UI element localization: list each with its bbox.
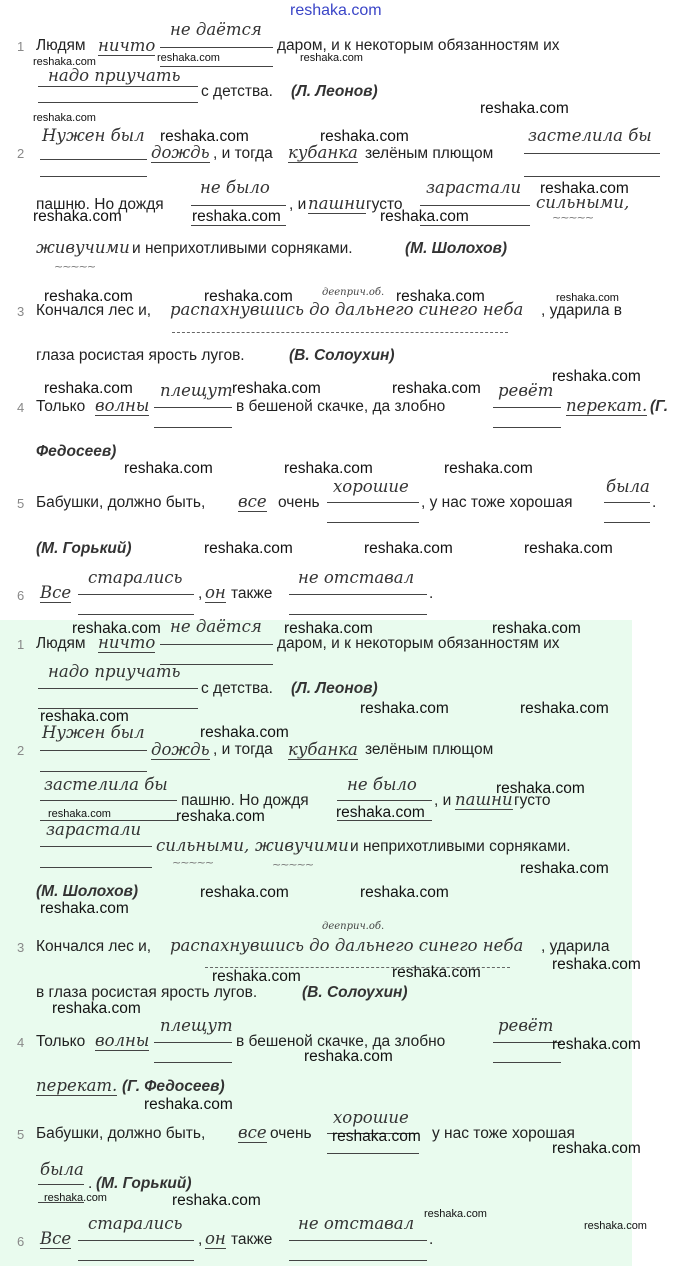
blank-line <box>327 522 419 523</box>
site-watermark: reshaka.com <box>290 2 382 19</box>
text: и неприхотливыми сорняками. <box>132 240 353 257</box>
handwritten-predicate: надо приучать <box>48 662 181 681</box>
handwritten-predicate: зарастали <box>426 178 522 197</box>
watermark: reshaka.com <box>360 700 449 717</box>
subject-word: он <box>205 1229 226 1248</box>
text: также <box>231 1231 273 1248</box>
text: . <box>88 1175 93 1192</box>
blank-line <box>78 594 194 595</box>
author: Федосеев) <box>36 443 117 460</box>
subject-word: кубанка <box>288 143 358 162</box>
handwritten-predicate: Нужен был <box>42 723 145 742</box>
text: , ударила в <box>541 302 622 319</box>
watermark: reshaka.com <box>40 900 129 917</box>
watermark: reshaka.com <box>364 540 453 557</box>
blank-line <box>493 1062 561 1063</box>
text: Кончался лес и, <box>36 938 152 955</box>
author: (М. Шолохов) <box>405 240 508 257</box>
sentence-number: 2 <box>17 146 25 161</box>
watermark: reshaka.com <box>396 288 485 305</box>
blank-line <box>289 594 427 595</box>
modifier-word: сильными, <box>156 836 250 855</box>
handwritten-predicate: плещут <box>160 381 233 400</box>
handwritten-predicate: не было <box>347 775 417 794</box>
watermark: reshaka.com <box>320 128 409 145</box>
grammar-note: дееприч.об. <box>322 287 385 298</box>
grammar-note: дееприч.об. <box>322 921 385 932</box>
sentence-number: 4 <box>17 400 25 415</box>
watermark: reshaka.com <box>556 292 619 304</box>
subject-word: ничто <box>98 36 156 55</box>
text: Только <box>36 398 86 415</box>
sentence-number: 3 <box>17 940 25 955</box>
watermark: reshaka.com <box>144 1096 233 1113</box>
subject-word: пашни <box>455 790 513 809</box>
participle-phrase: распахнувшись до дальнего синего неба <box>170 300 524 319</box>
author: (М. Горький) <box>36 540 132 557</box>
blank-line <box>327 502 419 503</box>
handwritten-predicate: застелила бы <box>528 126 652 145</box>
watermark: reshaka.com <box>304 1048 393 1065</box>
handwritten-predicate: не отставал <box>298 568 415 587</box>
modifier-word: живучими <box>36 238 130 257</box>
text: также <box>231 585 273 602</box>
author: (Г. <box>650 398 669 415</box>
wavy-underline: ~~~~~ <box>552 211 594 224</box>
blank-line <box>40 771 147 772</box>
watermark: reshaka.com <box>232 380 321 397</box>
watermark: reshaka.com <box>200 884 289 901</box>
text: у нас тоже хорошая <box>432 1125 575 1142</box>
participle-phrase: распахнувшись до дальнего синего неба <box>170 936 524 955</box>
watermark: reshaka.com <box>44 288 133 305</box>
watermark: reshaka.com <box>584 1220 647 1232</box>
handwritten-predicate: не даётся <box>170 20 262 39</box>
blank-line <box>524 153 660 154</box>
subject-word: волны <box>95 1031 150 1050</box>
watermark: reshaka.com <box>160 128 249 145</box>
author: (М. Горький) <box>96 1175 192 1192</box>
watermark: reshaka.com <box>520 700 609 717</box>
blank-line <box>40 159 147 160</box>
text: , и тогда <box>213 741 273 758</box>
handwritten-predicate: надо приучать <box>48 66 181 85</box>
handwritten-predicate: Нужен был <box>42 126 145 145</box>
handwritten-predicate: старались <box>88 568 183 587</box>
watermark: reshaka.com <box>392 964 481 981</box>
blank-line <box>289 1260 427 1261</box>
handwritten-predicate: плещут <box>160 1016 233 1035</box>
watermark: reshaka.com <box>33 208 122 225</box>
watermark: reshaka.com <box>52 1000 141 1017</box>
blank-line <box>40 800 177 801</box>
blank-line <box>40 846 152 847</box>
text: зелёным плющом <box>365 145 494 162</box>
blank-line <box>493 1042 561 1043</box>
text: , и <box>434 792 452 809</box>
blank-line <box>154 407 232 408</box>
watermark: reshaka.com <box>204 288 293 305</box>
author: (Л. Леонов) <box>291 83 378 100</box>
watermark: reshaka.com <box>176 808 265 825</box>
modifier-word: сильными, <box>536 193 630 212</box>
text: Людям <box>36 37 86 54</box>
watermark: reshaka.com <box>48 808 111 820</box>
watermark: reshaka.com <box>524 540 613 557</box>
text: , <box>198 1231 203 1248</box>
blank-line <box>78 1260 194 1261</box>
watermark: reshaka.com <box>284 620 373 637</box>
blank-line <box>337 800 432 801</box>
blank-line <box>327 1153 419 1154</box>
watermark: reshaka.com <box>496 780 585 797</box>
blank-line <box>420 205 530 206</box>
text: очень <box>278 494 320 511</box>
watermark: reshaka.com <box>336 804 425 821</box>
sentence-number: 2 <box>17 743 25 758</box>
watermark: reshaka.com <box>44 380 133 397</box>
text: в глаза росистая ярость лугов. <box>36 984 258 1001</box>
handwritten-predicate: была <box>606 477 650 496</box>
sentence-number: 6 <box>17 1234 25 1249</box>
text: Бабушки, должно быть, <box>36 1125 206 1142</box>
blank-line <box>78 614 194 615</box>
subject-word: все <box>238 1123 267 1142</box>
watermark: reshaka.com <box>480 100 569 117</box>
subject-word: дождь <box>151 740 210 759</box>
text: зелёным плющом <box>365 741 494 758</box>
watermark: reshaka.com <box>552 1140 641 1157</box>
dashed-underline <box>172 332 508 333</box>
watermark: reshaka.com <box>33 56 96 68</box>
watermark: reshaka.com <box>204 540 293 557</box>
watermark: reshaka.com <box>157 52 220 64</box>
watermark: reshaka.com <box>192 208 281 225</box>
watermark: reshaka.com <box>212 968 301 985</box>
text: с детства. <box>201 83 273 100</box>
modifier-word: живучими <box>255 836 349 855</box>
blank-line <box>40 750 147 751</box>
handwritten-predicate: не отставал <box>298 1214 415 1233</box>
watermark: reshaka.com <box>300 52 363 64</box>
watermark: reshaka.com <box>124 460 213 477</box>
watermark: reshaka.com <box>332 1128 421 1145</box>
watermark: reshaka.com <box>380 208 469 225</box>
sentence-number: 5 <box>17 496 25 511</box>
subject-word: дождь <box>151 143 210 162</box>
handwritten-predicate: застелила бы <box>44 775 168 794</box>
text: , и тогда <box>213 145 273 162</box>
blank-line <box>289 614 427 615</box>
blank-line <box>493 407 561 408</box>
blank-line <box>40 867 152 868</box>
author: (В. Солоухин) <box>289 347 395 364</box>
handwritten-predicate: зарастали <box>46 820 142 839</box>
watermark: reshaka.com <box>444 460 533 477</box>
text: глаза росистая ярость лугов. <box>36 347 245 364</box>
watermark: reshaka.com <box>492 620 581 637</box>
subject-word: Все <box>40 583 72 602</box>
blank-line <box>191 205 286 206</box>
text: Только <box>36 1033 86 1050</box>
subject-word: все <box>238 492 267 511</box>
text: , <box>198 585 203 602</box>
wavy-underline: ~~~~~ <box>172 856 214 869</box>
subject-word: Все <box>40 1229 72 1248</box>
sentence-number: 6 <box>17 588 25 603</box>
watermark: reshaka.com <box>33 112 96 124</box>
blank-line <box>604 502 650 503</box>
author: (Г. Федосеев) <box>122 1078 225 1095</box>
subject-word: пашни <box>308 194 366 213</box>
subject-word: волны <box>95 396 150 415</box>
subject-word: он <box>205 583 226 602</box>
text: и неприхотливыми сорняками. <box>350 838 571 855</box>
sentence-number: 1 <box>17 39 25 54</box>
text: даром, и к некоторым обязанностям их <box>277 635 560 652</box>
blank-line <box>38 102 198 103</box>
text: Людям <box>36 635 86 652</box>
text: в бешеной скачке, да злобно <box>236 398 446 415</box>
handwritten-predicate: не было <box>200 178 270 197</box>
blank-line <box>524 176 660 177</box>
watermark: reshaka.com <box>392 380 481 397</box>
text: . <box>652 494 657 511</box>
author: (М. Шолохов) <box>36 883 139 900</box>
watermark: reshaka.com <box>552 956 641 973</box>
subject-word: ничто <box>98 633 156 652</box>
sentence-number: 4 <box>17 1035 25 1050</box>
handwritten-predicate: была <box>40 1160 84 1179</box>
watermark: reshaka.com <box>200 724 289 741</box>
sentence-number: 1 <box>17 637 25 652</box>
text: в бешеной скачке, да злобно <box>236 1033 446 1050</box>
blank-line <box>40 176 147 177</box>
watermark: reshaka.com <box>284 460 373 477</box>
text: густо <box>514 792 551 809</box>
text: . <box>429 585 434 602</box>
blank-line <box>154 1042 232 1043</box>
blank-line <box>38 86 198 87</box>
watermark: reshaka.com <box>72 620 161 637</box>
handwritten-predicate: ревёт <box>498 381 554 400</box>
author: (В. Солоухин) <box>302 984 408 1001</box>
subject-word: перекат. <box>566 396 648 415</box>
wavy-underline: ~~~~~ <box>54 260 96 273</box>
blank-line <box>289 1240 427 1241</box>
blank-line <box>160 644 273 645</box>
author: (Л. Леонов) <box>291 680 378 697</box>
blank-line <box>154 1062 232 1063</box>
sentence-number: 5 <box>17 1127 25 1142</box>
handwritten-predicate: не даётся <box>170 617 262 636</box>
subject-word: кубанка <box>288 740 358 759</box>
blank-line <box>38 688 198 689</box>
handwritten-predicate: ревёт <box>498 1016 554 1035</box>
blank-line <box>160 47 273 48</box>
watermark: reshaka.com <box>40 708 129 725</box>
text: очень <box>270 1125 312 1142</box>
blank-line <box>154 427 232 428</box>
watermark: reshaka.com <box>552 368 641 385</box>
blank-line <box>78 1240 194 1241</box>
watermark: reshaka.com <box>172 1192 261 1209</box>
text: с детства. <box>201 680 273 697</box>
watermark: reshaka.com <box>424 1208 487 1220</box>
text: , у нас тоже хорошая <box>421 494 573 511</box>
text: , и <box>289 196 307 213</box>
watermark: reshaka.com <box>44 1192 107 1204</box>
blank-line <box>604 522 650 523</box>
sentence-number: 3 <box>17 304 25 319</box>
blank-line <box>38 1184 84 1185</box>
text: . <box>429 1231 434 1248</box>
text: пашню. Но дождя <box>181 792 309 809</box>
text: пашню. Но дождя <box>36 196 164 213</box>
watermark: reshaka.com <box>520 860 609 877</box>
handwritten-predicate: хорошие <box>333 477 409 496</box>
wavy-underline: ~~~~~ <box>272 858 314 871</box>
subject-word: перекат. <box>36 1076 118 1095</box>
text: Кончался лес и, <box>36 302 152 319</box>
watermark: reshaka.com <box>360 884 449 901</box>
text: густо <box>366 196 403 213</box>
handwritten-predicate: хорошие <box>333 1108 409 1127</box>
text: Бабушки, должно быть, <box>36 494 206 511</box>
text: , ударила <box>541 938 610 955</box>
watermark: reshaka.com <box>552 1036 641 1053</box>
text: даром, и к некоторым обязанностям их <box>277 37 560 54</box>
watermark: reshaka.com <box>540 180 629 197</box>
handwritten-predicate: старались <box>88 1214 183 1233</box>
blank-line <box>493 427 561 428</box>
